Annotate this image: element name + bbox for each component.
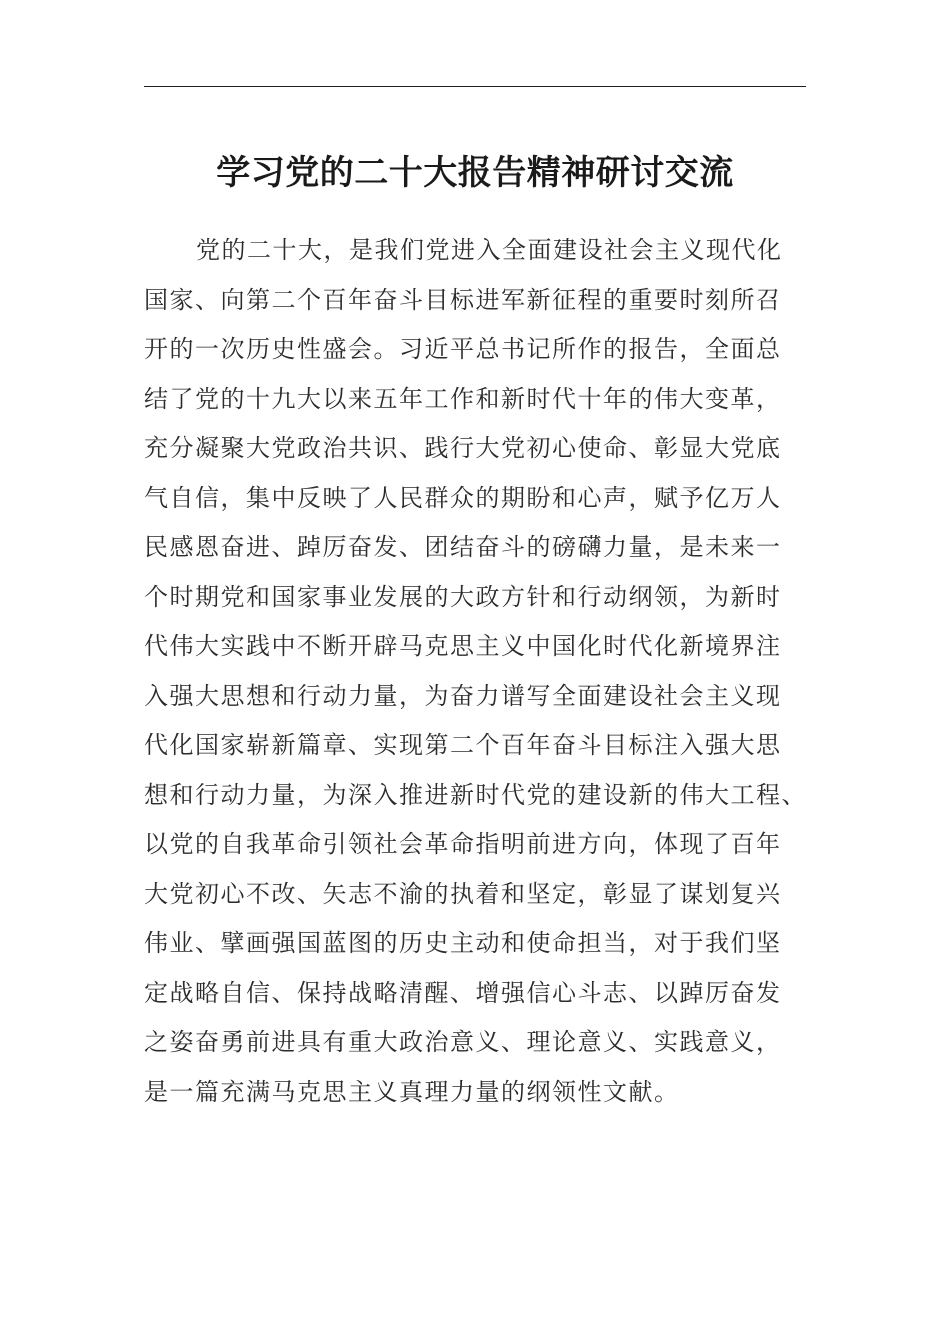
paragraph-line: 代化国家崭新篇章、实现第二个百年奋斗目标注入强大思 (144, 731, 782, 759)
header-divider (144, 86, 806, 87)
paragraph-line: 民感恩奋进、踔厉奋发、团结奋斗的磅礴力量，是未来一 (144, 533, 782, 561)
paragraph-line: 充分凝聚大党政治共识、践行大党初心使命、彰显大党底 (144, 434, 782, 462)
paragraph-line: 以党的自我革命引领社会革命指明前进方向，体现了百年 (144, 830, 782, 858)
paragraph-line: 伟业、擘画强国蓝图的历史主动和使命担当，对于我们坚 (144, 929, 782, 957)
paragraph-line: 开的一次历史性盛会。习近平总书记所作的报告，全面总 (144, 335, 782, 363)
paragraph-line: 代伟大实践中不断开辟马克思主义中国化时代化新境界注 (144, 632, 782, 660)
paragraph-line: 个时期党和国家事业发展的大政方针和行动纲领，为新时 (144, 582, 782, 611)
paragraph-line: 结了党的十九大以来五年工作和新时代十年的伟大变革， (144, 384, 782, 413)
paragraph-line: 大党初心不改、矢志不渝的执着和坚定，彰显了谋划复兴 (144, 879, 782, 908)
paragraph-line: 是一篇充满马克思主义真理力量的纲领性文献。 (144, 1077, 680, 1106)
paragraph-line: 国家、向第二个百年奋斗目标进军新征程的重要时刻所召 (144, 285, 782, 314)
paragraph-line: 想和行动力量，为深入推进新时代党的建设新的伟大工程、 (144, 780, 807, 809)
body-paragraph (144, 226, 806, 1117)
document-title: 学习党的二十大报告精神研讨交流 (216, 153, 734, 193)
paragraph-line: 入强大思想和行动力量，为奋力谱写全面建设社会主义现 (144, 681, 782, 710)
paragraph-line: 党的二十大，是我们党进入全面建设社会主义现代化 (196, 236, 783, 264)
paragraph-line: 气自信，集中反映了人民群众的期盼和心声，赋予亿万人 (144, 483, 782, 512)
paragraph-line: 定战略自信、保持战略清醒、增强信心斗志、以踔厉奋发 (144, 978, 782, 1007)
paragraph-line: 之姿奋勇前进具有重大政治意义、理论意义、实践意义， (144, 1028, 782, 1056)
